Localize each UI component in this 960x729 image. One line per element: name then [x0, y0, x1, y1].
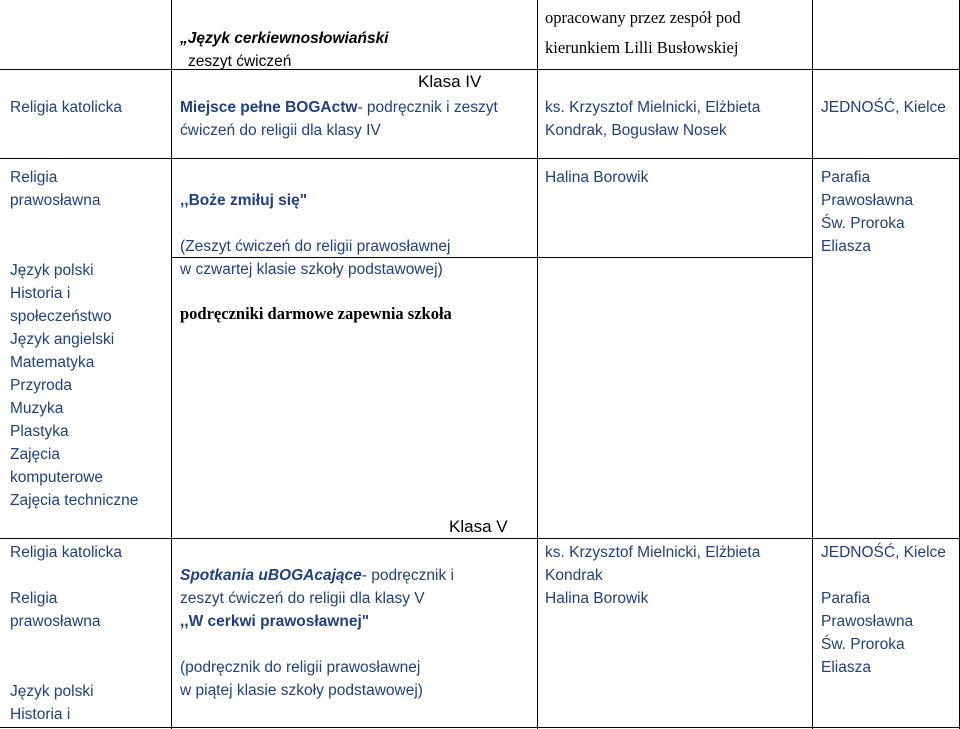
k5-katolicka-authors: ks. Krzysztof Mielnicki, Elżbieta Kondrak [545, 544, 761, 584]
k4-free-books-note: podręczniki darmowe zapewnia szkoła [180, 304, 452, 323]
row-divider [0, 158, 960, 159]
klasa-iv-heading: Klasa IV [418, 72, 482, 91]
k5-prawoslawna-authors: Halina Borowik [545, 590, 649, 607]
k5-religia-katolicka-subject: Religia katolicka [10, 544, 122, 561]
k4-katolicka-authors: ks. Krzysztof Mielnicki, Elżbieta Kondrak, Bogusław Nosek [545, 99, 761, 139]
k4-religia-katolicka-title [180, 96, 530, 142]
k4-other-subjects: Język polski Historia i społeczeństwo Język angielski Matematyka Przyroda Muzyka Plastyka Zajęcia komputerowe Zajęcia techniczne [10, 262, 139, 509]
k5-prawoslawna-title [180, 587, 535, 725]
k5-prawoslawna-title-rest: (podręcznik do religii prawosławnej w piątej klasie szkoły podstawowej) [180, 659, 423, 699]
klasa-v-heading: Klasa V [449, 517, 508, 536]
k5-other-subjects: Język polski Historia i [10, 683, 94, 723]
k4-religia-katolicka-subject: Religia katolicka [10, 99, 122, 116]
column-divider [171, 0, 172, 729]
k4-religia-prawoslawna-subject: Religia prawosławna [10, 169, 101, 209]
k4-prawoslawna-publisher: Parafia Prawosławna Św. Proroka Eliasza [821, 169, 914, 255]
column-divider [537, 0, 538, 729]
top-subject-title: „Język cerkiewnosłowiański [180, 30, 389, 47]
k5-religia-prawoslawna-subject: Religia prawosławna [10, 590, 101, 630]
top-authors: opracowany przez zespół pod kierunkiem Lilli Busłowskiej [545, 8, 741, 57]
k4-prawoslawna-authors: Halina Borowik [545, 169, 649, 186]
k4-katolicka-title-rest: - podręcznik i zeszyt ćwiczeń do religii dla klasy IV [180, 99, 498, 139]
k5-prawoslawna-title-bold: ,,W cerkwi prawosławnej" [180, 613, 370, 630]
k4-katolicka-publisher: JEDNOŚĆ, Kielce [821, 99, 946, 116]
k5-katolicka-title-rest: - podręcznik i zeszyt ćwiczeń do religii dla klasy V [180, 567, 454, 607]
k4-prawoslawna-title [180, 166, 535, 304]
column-divider [812, 0, 813, 729]
k4-katolicka-title-bold: Miejsce pełne BOGActw [180, 99, 358, 116]
row-divider [0, 727, 960, 728]
top-subject-rest: zeszyt ćwiczeń [188, 53, 292, 70]
k5-prawoslawna-publisher: Parafia Prawosławna Św. Proroka Eliasza [821, 590, 914, 676]
k4-prawoslawna-title-rest: (Zeszyt ćwiczeń do religii prawosławnej w czwartej klasie szkoły podstawowej) [180, 238, 451, 278]
top-subject-cell [180, 4, 530, 73]
k5-katolicka-publisher: JEDNOŚĆ, Kielce [821, 544, 946, 561]
k5-katolicka-title-bold: Spotkania uBOGAcające [180, 567, 362, 584]
row-divider [0, 538, 960, 539]
k4-prawoslawna-title-bold: ,,Boże zmiłuj się" [180, 192, 308, 209]
